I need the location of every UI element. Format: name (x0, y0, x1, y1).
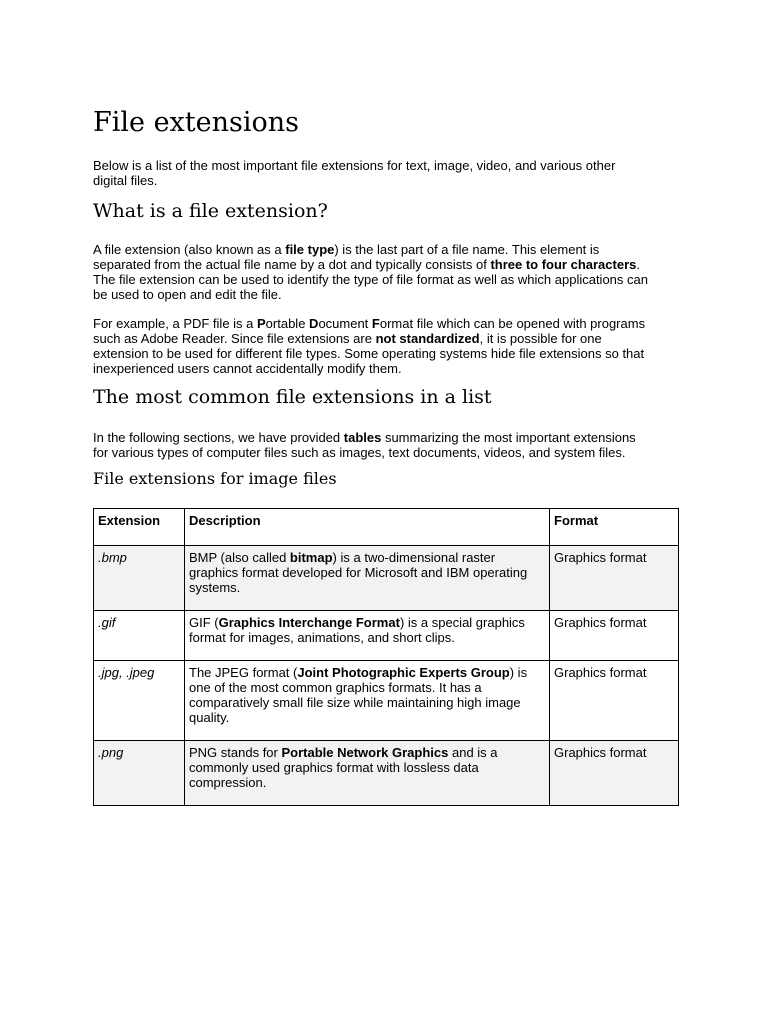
definition-line-1: A file extension (also known as a file type) is the last part of a file name. This element is (93, 242, 600, 257)
example-paragraph (93, 316, 645, 376)
format-cell: Graphics format (550, 661, 679, 741)
tables-intro-line-2: for various types of computer files such as images, text documents, videos, and system files. (93, 445, 626, 460)
format-cell: Graphics format (550, 741, 679, 806)
description-cell: GIF (Graphics Interchange Format) is a special graphics format for images, animations, and short clips. (185, 611, 550, 661)
definition-paragraph (93, 242, 648, 302)
section-heading-common-extensions: The most common file extensions in a list (93, 386, 492, 408)
description-cell: PNG stands for Portable Network Graphics and is a commonly used graphics format with lossless data compression. (185, 741, 550, 806)
table-row (94, 661, 679, 741)
column-header-description: Description (185, 509, 550, 546)
bold-term-tables: tables (343, 430, 382, 445)
page-title: File extensions (93, 107, 299, 138)
image-extensions-table (93, 508, 679, 806)
table-row (94, 546, 679, 611)
format-cell: Graphics format (550, 546, 679, 611)
section-heading-what-is: What is a file extension? (93, 200, 328, 222)
bold-term-file-type: file type (285, 242, 335, 257)
example-line-1: For example, a PDF file is a Portable Document Format file which can be opened with programs (93, 316, 646, 331)
format-cell: Graphics format (550, 611, 679, 661)
definition-line-2: separated from the actual file name by a dot and typically consists of three to four characters. (93, 257, 640, 272)
tables-intro-paragraph (93, 430, 636, 460)
example-line-2: such as Adobe Reader. Since file extensions are not standardized, it is possible for one (93, 331, 602, 346)
intro-paragraph (93, 158, 615, 188)
extension-cell: .gif (94, 611, 185, 661)
extension-cell: .jpg, .jpeg (94, 661, 185, 741)
extension-cell: .png (94, 741, 185, 806)
example-line-3: extension to be used for different file types. Some operating systems hide file extensions so that (93, 346, 645, 361)
table-row (94, 741, 679, 806)
section-heading-image-files: File extensions for image files (93, 469, 337, 488)
bold-term-characters: three to four characters (490, 257, 637, 272)
definition-line-3: The file extension can be used to identify the type of file format as well as which applications can (93, 272, 648, 287)
extension-cell: .bmp (94, 546, 185, 611)
intro-line-1: Below is a list of the most important file extensions for text, image, video, and various other (93, 158, 616, 173)
table-header-row (94, 509, 679, 546)
column-header-extension: Extension (94, 509, 185, 546)
column-header-format: Format (550, 509, 679, 546)
description-cell: The JPEG format (Joint Photographic Experts Group) is one of the most common graphics formats. It has a comparatively small file size while maintaining high image quality. (185, 661, 550, 741)
tables-intro-line-1: In the following sections, we have provided tables summarizing the most important extensions (93, 430, 636, 445)
description-cell: BMP (also called bitmap) is a two-dimensional raster graphics format developed for Microsoft and IBM operating systems. (185, 546, 550, 611)
bold-term-not-standardized: not standardized (375, 331, 480, 346)
table-row (94, 611, 679, 661)
definition-line-4: be used to open and edit the file. (93, 287, 282, 302)
intro-line-2: digital files. (93, 173, 158, 188)
example-line-4: inexperienced users cannot accidentally modify them. (93, 361, 402, 376)
